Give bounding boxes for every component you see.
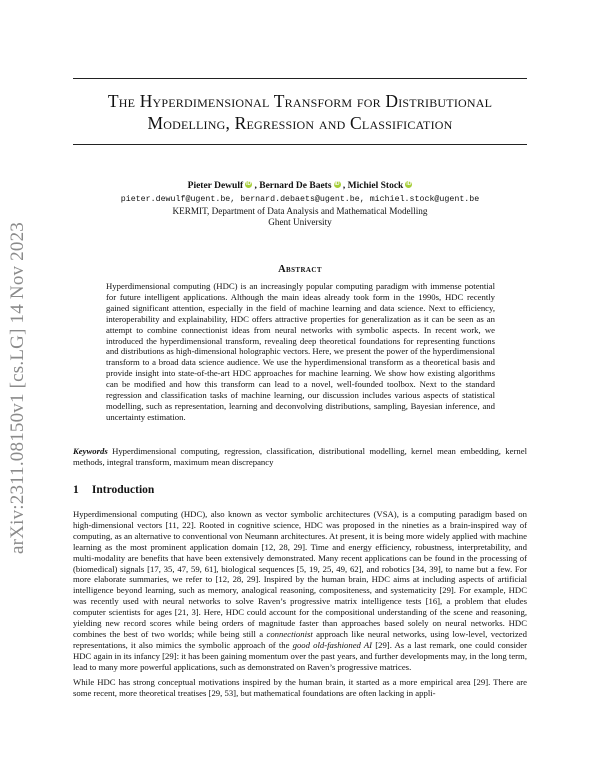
- section-number: 1: [73, 484, 79, 496]
- keywords-text: Hyperdimensional computing, regression, classification, distributional modelling, kernel mean embedding, kernel methods, integral transform, maximum mean discrepancy: [73, 446, 527, 467]
- title-line-1: The Hyperdimensional Transform for Distributional: [107, 91, 493, 111]
- affiliation: KERMIT, Department of Data Analysis and Mathematical Modelling: [172, 206, 428, 216]
- paragraph: [73, 509, 527, 673]
- author-name: Pieter Dewulf: [187, 181, 244, 191]
- emphasis-text: connectionist: [266, 628, 313, 639]
- orcid-icon[interactable]: iD: [406, 181, 412, 187]
- paragraph-text: approach like neural networks, using low-level, vectorized representations, it also mimics the symbolic approach of the: [73, 628, 527, 650]
- section-heading: [73, 484, 154, 496]
- title-line-2: Modelling, Regression and Classification: [147, 113, 453, 133]
- emphasis-text: good old-fashioned AI: [292, 639, 373, 650]
- author-name: Michiel Stock: [347, 181, 404, 191]
- paragraph-text: [29]. As a last remark, one could consider HDC again in its infancy [29]: it has been gaining momentum over the past years, and further developments may, in the long term, lead to many more powerful applications, such as demonstrated on Raven’s progressive matrices.: [73, 639, 527, 672]
- keywords-label: Keywords: [73, 446, 108, 456]
- paragraph: While HDC has strong conceptual motivations inspired by the human brain, it started as a more empirical area [29]. There are some recent, more theoretical treatises [29, 53], but mathematical foundations are often lacking in appli-: [73, 676, 527, 698]
- introduction-body: [73, 509, 527, 698]
- paper-title: [73, 90, 527, 134]
- author-list: Pieter Dewulf iD , Bernard De Baets iD , Michiel Stock iD: [187, 181, 412, 191]
- orcid-icon[interactable]: iD: [334, 181, 340, 187]
- keywords: [73, 446, 527, 468]
- abstract-heading: Abstract: [278, 264, 322, 275]
- paragraph-text: Hyperdimensional computing (HDC), also known as vector symbolic architectures (VSA), is a computing paradigm based on high-dimensional vectors [11, 22]. Rooted in cognitive science, HDC was proposed in the nineties as a brain-inspired way of computing, as an alternative to conventional von Neumann architectures. At present, it is being more widely applied with machine learning as the most prominent application domain [12, 28, 29]. Time and energy efficiency, robustness, interpretability, and multi-modality are benefits that have been extensively demonstrated. Many recent applications can be found in the processing of (biomedical) signals [17, 35, 47, 59, 61], biological sequences [5, 19, 25, 49, 62], and robotics [34, 39], to name but a few. For more elaborate summaries, we refer to [12, 28, 29]. Inspired by the human brain, HDC aims at including aspects of artificial intelligence beyond learning, such as memory, analogical reasoning, compositeness, and systematicity [29]. For example, HDC was recently used with neural networks to solve Raven’s progressive matrix intelligence tests [16], a problem that eludes computer scientists for ages [21, 3]. Here, HDC could account for the compositional understanding of the scene and reasoning, yielding new record scores while being orders of magnitude faster than approaches based solely on neural networks. HDC combines the best of two worlds; while being still a: [73, 509, 527, 639]
- author-emails: pieter.dewulf@ugent.be, bernard.debaets@ugent.be, michiel.stock@ugent.be: [120, 195, 480, 204]
- abstract-text: Hyperdimensional computing (HDC) is an increasingly popular computing paradigm with immense potential for future intelligent applications. Although the main ideas already took form in the 1990s, HDC recently gained significant attention, especially in the field of machine learning and data science. Next to efficiency, interoperability and explainability, HDC offers attractive properties for generalization as it can be seen as an attempt to combine connectionist ideas from neural networks with symbolic aspects. In recent work, we introduced the hyperdimensional transform, revealing deep theoretical foundations for representing functions and distributions as high-dimensional holographic vectors. Here, we present the power of the hyperdimensional transform to a broad data science audience. We use the hyperdimensional transform as a theoretical basis and provide insight into state-of-the-art HDC approaches for machine learning. We show how existing algorithms can be modified and how this transform can lead to a novel, well-founded toolbox. Next to the standard regression and classification tasks of machine learning, our discussion includes various aspects of statistical modelling, such as representation, learning and deconvolving distributions, sampling, Bayesian inference, and uncertainty estimation.: [106, 281, 495, 422]
- orcid-icon[interactable]: iD: [246, 181, 252, 187]
- title-rule-bottom: [73, 144, 527, 145]
- university: Ghent University: [268, 217, 332, 227]
- title-rule-top: [73, 78, 527, 79]
- author-name: Bernard De Baets: [259, 181, 332, 191]
- arxiv-margin-stamp: arXiv:2311.08150v1 [cs.LG] 14 Nov 2023: [7, 222, 28, 554]
- section-title: Introduction: [91, 484, 155, 496]
